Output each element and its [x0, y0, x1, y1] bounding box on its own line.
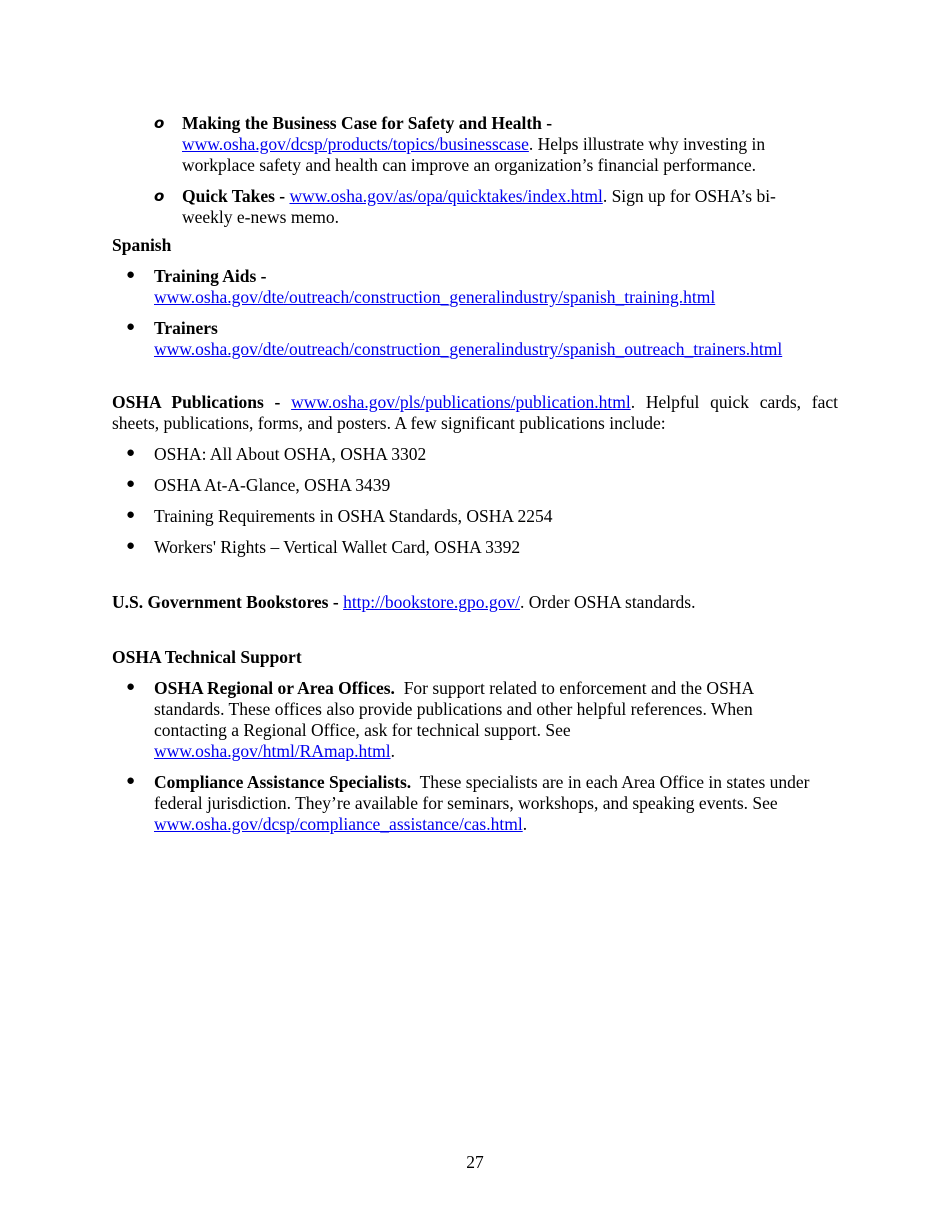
bullet-icon: ●	[126, 476, 136, 492]
spanish-item	[126, 266, 844, 308]
quick-takes-desc: . Sign up for OSHA’s bi-weekly e-news memo.	[182, 186, 776, 227]
tech-support-heading: OSHA Technical Support	[112, 647, 302, 667]
spanish-item	[126, 318, 844, 360]
regional-offices-title: OSHA Regional or Area Offices.	[154, 678, 395, 698]
spanish-training-link[interactable]: www.osha.gov/dte/outreach/construction_generalindustry/spanish_training.html	[154, 287, 716, 307]
quick-takes-title: Quick Takes -	[182, 186, 286, 206]
business-case-title: Making the Business Case for Safety and Health -	[182, 113, 553, 133]
cas-title: Compliance Assistance Specialists.	[154, 772, 412, 792]
quick-takes-link[interactable]: www.osha.gov/as/opa/quicktakes/index.html	[289, 186, 603, 206]
publication-title: OSHA: All About OSHA, OSHA 3302	[154, 444, 427, 464]
publication-list-item	[126, 537, 844, 558]
regional-offices-desc: For support related to enforcement and the OSHA standards. These offices also provide publications and other helpful references. When contacting a Regional Office, ask for technical support. See	[154, 678, 754, 740]
bookstores-title: U.S. Government Bookstores -	[112, 592, 339, 612]
publications-desc: . Helpful quick cards, fact sheets, publications, forms, and posters. A few significant publications include:	[112, 392, 839, 433]
publication-title: Training Requirements in OSHA Standards, OSHA 2254	[154, 506, 553, 526]
bullet-icon: ●	[126, 773, 136, 789]
spanish-item-title: Trainers	[154, 318, 218, 338]
bookstores-link[interactable]: http://bookstore.gpo.gov/	[343, 592, 521, 612]
regional-offices-end: .	[390, 741, 395, 761]
publication-list-item	[126, 506, 844, 527]
cas-link[interactable]: www.osha.gov/dcsp/compliance_assistance/cas.html	[154, 814, 523, 834]
bookstores-desc: . Order OSHA standards.	[520, 592, 696, 612]
cas-end: .	[522, 814, 528, 834]
publication-title: Workers' Rights – Vertical Wallet Card, OSHA 3392	[154, 537, 521, 557]
page-number: 27	[466, 1152, 484, 1172]
publications-title: OSHA Publications -	[112, 392, 281, 412]
quick-takes-item	[154, 186, 802, 228]
bullet-icon: ●	[126, 679, 136, 695]
regional-offices-link[interactable]: www.osha.gov/html/RAmap.html	[154, 741, 391, 761]
regional-offices-item	[126, 678, 804, 762]
publications-link[interactable]: www.osha.gov/pls/publications/publication.html	[291, 392, 631, 412]
cas-desc: These specialists are in each Area Office in states under federal jurisdiction. They’re available for seminars, workshops, and speaking events. See	[154, 772, 810, 813]
business-case-link[interactable]: www.osha.gov/dcsp/products/topics/businesscase	[182, 134, 529, 154]
publication-list-item	[126, 475, 844, 496]
cas-item	[126, 772, 844, 835]
spanish-trainers-link[interactable]: www.osha.gov/dte/outreach/construction_generalindustry/spanish_outreach_trainers.html	[154, 339, 783, 359]
bullet-icon: ●	[126, 538, 136, 554]
bullet-icon: ●	[126, 319, 136, 335]
bullet-icon: ●	[126, 507, 136, 523]
business-case-item	[154, 113, 822, 176]
spanish-item-title: Training Aids -	[154, 266, 267, 286]
spanish-heading: Spanish	[112, 235, 172, 255]
business-case-desc: . Helps illustrate why investing in workplace safety and health can improve an organization’s financial performance.	[182, 134, 766, 175]
bullet-icon: ●	[126, 445, 136, 461]
publication-list-item	[126, 444, 844, 465]
bookstores-paragraph	[112, 592, 838, 613]
sub-bullet-icon: o	[154, 187, 165, 205]
bullet-icon: ●	[126, 267, 136, 283]
sub-bullet-icon: o	[154, 114, 165, 132]
publication-title: OSHA At-A-Glance, OSHA 3439	[154, 475, 391, 495]
publications-paragraph	[112, 392, 838, 434]
